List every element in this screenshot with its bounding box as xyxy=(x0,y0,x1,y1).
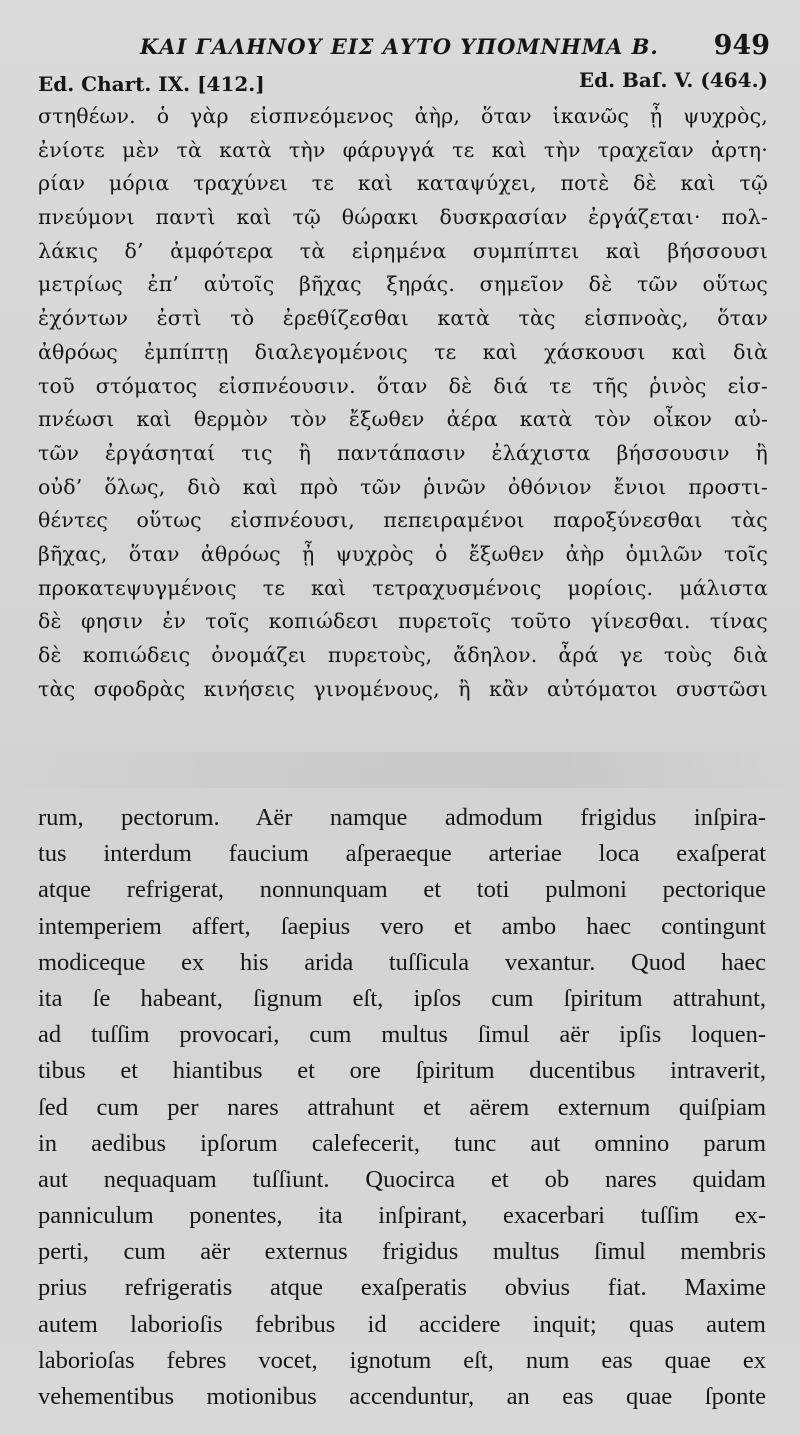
greek-line: ἐχόντων ἐστὶ τὸ ἐρεθίζεσθαι κατὰ τὰς εἰσπνοὰς, ὅταν xyxy=(38,306,768,331)
latin-line: ſed cum per nares attrahunt et aërem externum quiſpiam xyxy=(38,1093,766,1121)
latin-line: panniculum ponentes, ita inſpirant, exacerbari tuſſim ex- xyxy=(38,1202,766,1230)
greek-line: τῶν ἐργάσηταί τις ἢ παντάπασιν ἐλάχιστα βήσσουσιν ἢ xyxy=(38,440,768,465)
greek-line: πνεύμονι παντὶ καὶ τῷ θώρακι δυσκρασίαν ἐργάζεται· πολ- xyxy=(38,205,768,230)
latin-line: rum, pectorum. Aër namque admodum frigidus inſpira- xyxy=(38,804,766,831)
greek-line: τοῦ στόματος εἰσπνέουσιν. ὅταν δὲ διά τε τῆς ῥινὸς εἰσ- xyxy=(38,373,768,398)
greek-line: δὲ φησιν ἐν τοῖς κοπιώδεσι πυρετοῖς τοῦτο γίνεσθαι. τίνας xyxy=(38,609,768,634)
greek-line: δὲ κοπιώδεις ὀνομάζει πυρετοὺς, ἄδηλον. ἆρά γε τοὺς διὰ xyxy=(38,643,768,667)
greek-line: μετρίως ἐπ’ αὐτοῖς βῆχας ξηράς. σημεῖον δὲ τῶν οὕτως xyxy=(38,272,768,297)
greek-text-block xyxy=(38,100,768,706)
page-bleed-through xyxy=(0,752,800,788)
greek-line: πνέωσι καὶ θερμὸν τὸν ἔξωθεν ἀέρα κατὰ τὸν οἶκον αὐ- xyxy=(38,407,768,432)
latin-line: perti, cum aër externus frigidus multus ſimul membris xyxy=(38,1238,766,1266)
latin-line: prius refrigeratis atque exaſperatis obvius fiat. Maxime xyxy=(38,1274,766,1302)
latin-line: tibus et hiantibus et ore ſpiritum ducentibus intraverit, xyxy=(38,1057,766,1085)
latin-line: autem laborioſis febribus id accidere inquit; quas autem xyxy=(38,1310,766,1338)
latin-text-block xyxy=(38,800,766,1415)
latin-line: vehementibus motionibus accenduntur, an eas quae ſponte xyxy=(38,1383,766,1410)
latin-line: laborioſas febres vocet, ignotum eſt, num eas quae ex xyxy=(38,1346,766,1374)
latin-line: in aedibus ipſorum calefecerit, tunc aut omnino parum xyxy=(38,1129,766,1157)
greek-line: στηθέων. ὁ γὰρ εἰσπνεόμενος ἀὴρ, ὅταν ἱκανῶς ᾖ ψυχρὸς, xyxy=(38,104,768,128)
latin-line: atque refrigerat, nonnunquam et toti pulmoni pectorique xyxy=(38,876,766,904)
latin-line: ad tuſſim provocari, cum multus ſimul aër ipſis loquen- xyxy=(38,1021,766,1049)
greek-line: τὰς σφοδρὰς κινήσεις γινομένους, ἢ κἂν αὐτόματοι συστῶσι xyxy=(38,676,768,701)
edition-reference-chart: Ed. Chart. IX. [412.] xyxy=(38,72,265,96)
running-head xyxy=(140,28,770,68)
greek-line: ἀθρόως ἐμπίπτῃ διαλεγομένοις τε καὶ χάσκουσι καὶ διὰ xyxy=(38,339,768,364)
greek-line: ρίαν μόρια τραχύνει τε καὶ καταψύχει, ποτὲ δὲ καὶ τῷ xyxy=(38,171,768,196)
greek-line: θέντες οὕτως εἰσπνέουσι, πεπειραμένοι παροξύνεσθαι τὰς xyxy=(38,508,768,533)
greek-line: οὐδ’ ὅλως, διὸ καὶ πρὸ τῶν ῥινῶν ὀθόνιον ἔνιοι προστι- xyxy=(38,474,768,499)
latin-line: intemperiem affert, ſaepius vero et ambo haec contingunt xyxy=(38,912,766,940)
greek-line: προκατεψυγμένοις τε καὶ τετραχυσμένοις μορίοις. μάλιστα xyxy=(38,575,768,600)
latin-line: tus interdum faucium aſperaeque arteriae loca exaſperat xyxy=(38,840,766,868)
page-number: 949 xyxy=(713,30,770,61)
greek-line: ἐνίοτε μὲν τὰ κατὰ τὴν φάρυγγά τε καὶ τὴν τραχεῖαν ἀρτη· xyxy=(38,137,768,162)
latin-line: modiceque ex his arida tuſſicula vexantur. Quod haec xyxy=(38,948,766,976)
greek-line: λάκις δ’ ἀμφότερα τὰ εἰρημένα συμπίπτει καὶ βήσσουσι xyxy=(38,238,768,263)
edition-reference-basel: Ed. Baſ. V. (464.) xyxy=(578,68,768,92)
running-title: ΚΑΙ ΓΑΛΗΝΟΥ ΕΙΣ ΑΥΤΟ ΥΠΟΜΝΗΜΑ Β. xyxy=(140,34,659,59)
latin-line: aut nequaquam tuſſiunt. Quocirca et ob nares quidam xyxy=(38,1165,766,1193)
greek-line: βῆχας, ὅταν ἀθρόως ᾖ ψυχρὸς ὁ ἔξωθεν ἀὴρ ὁμιλῶν τοῖς xyxy=(38,541,768,566)
latin-line: ita ſe habeant, ſignum eſt, ipſos cum ſpiritum attrahunt, xyxy=(38,984,766,1012)
